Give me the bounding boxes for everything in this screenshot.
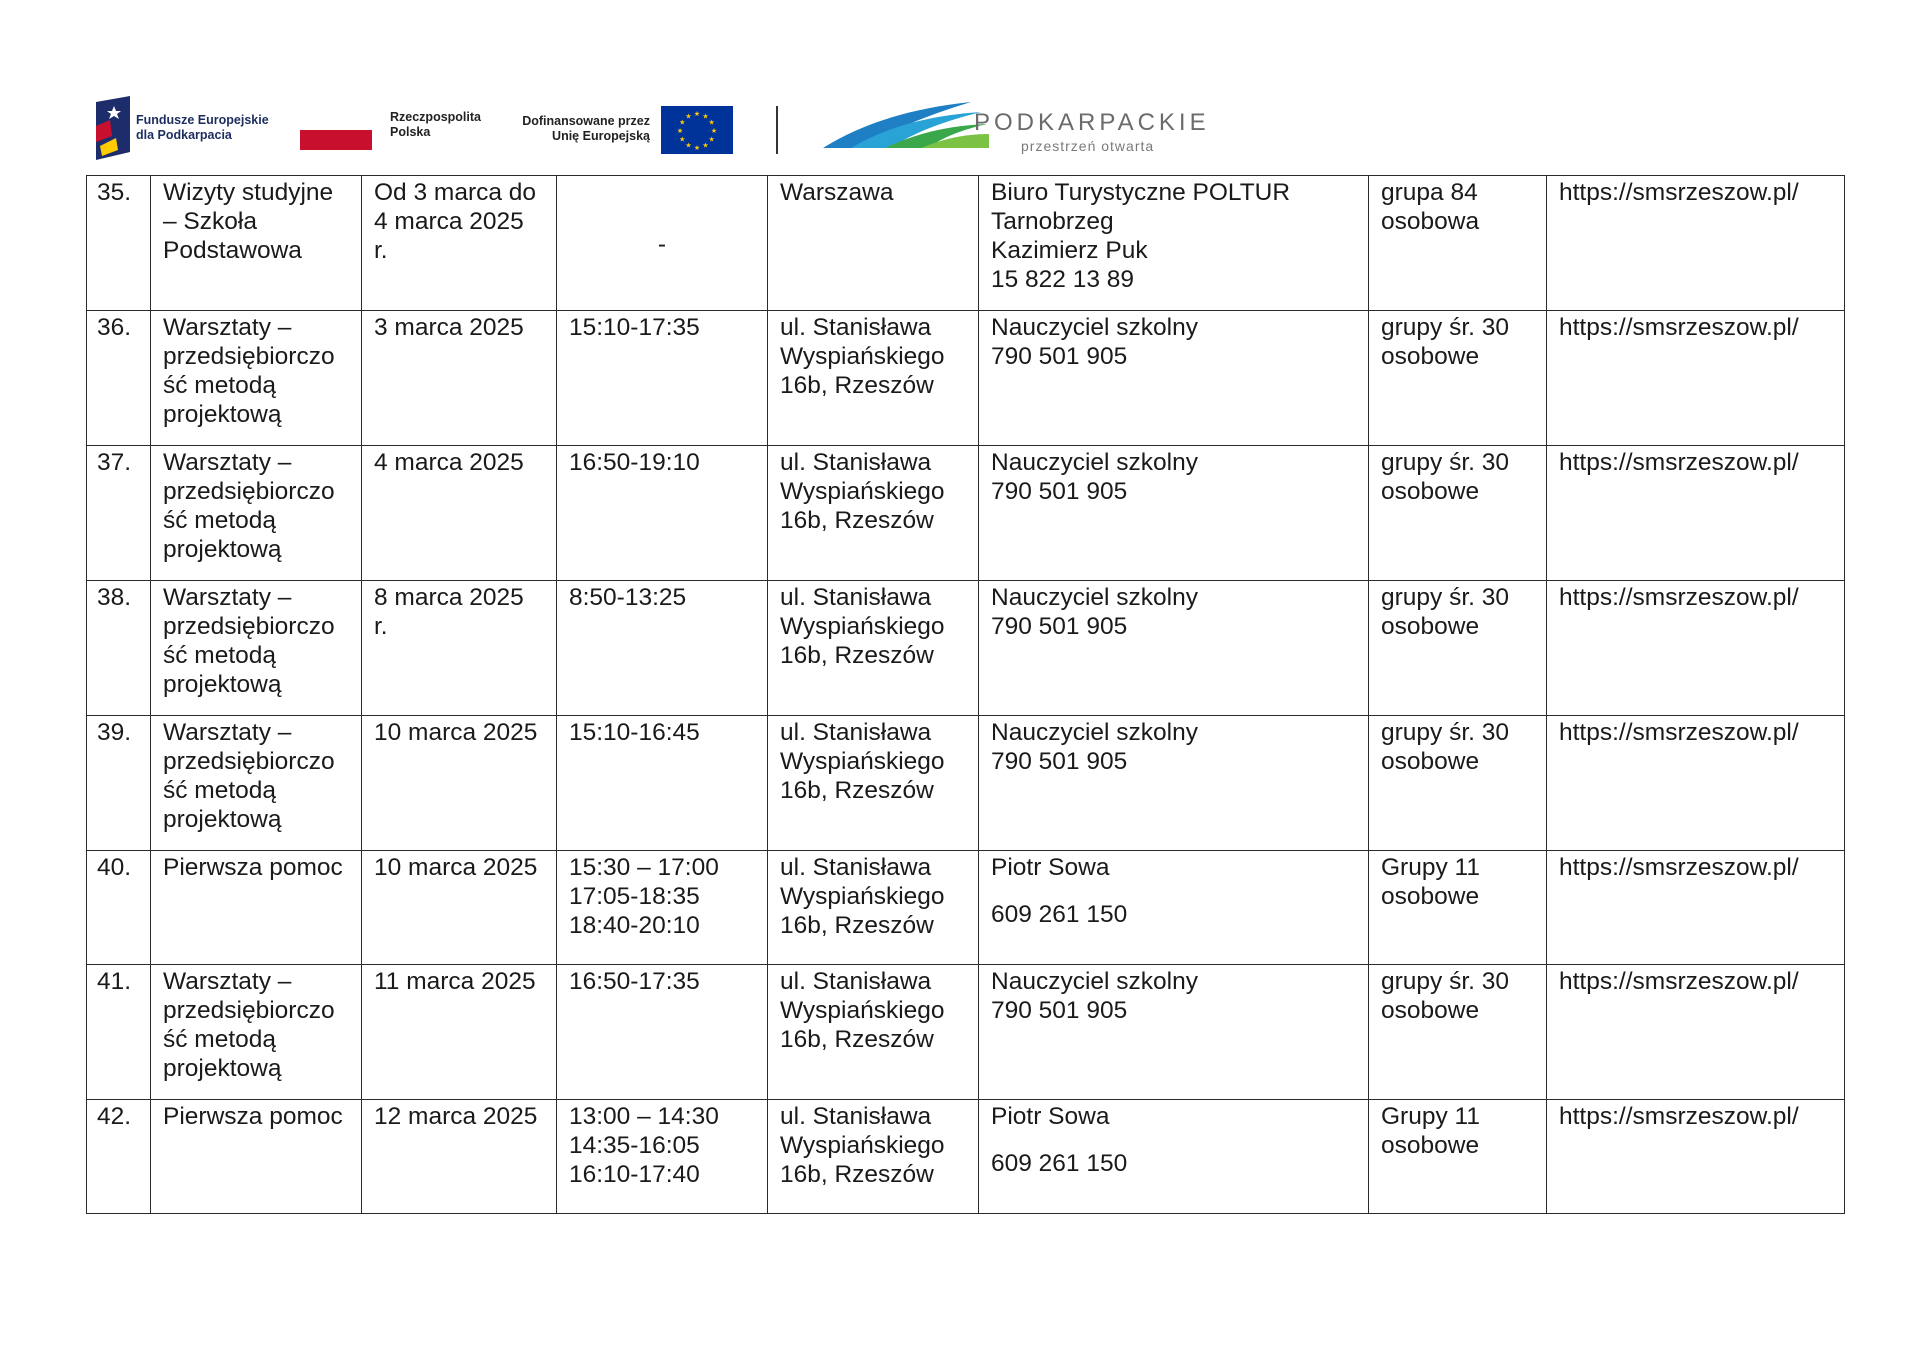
svg-text:★: ★ <box>685 112 692 121</box>
table-row <box>87 581 1845 716</box>
event-organizer: Nauczyciel szkolny 790 501 905 <box>979 311 1369 446</box>
event-date: 3 marca 2025 <box>362 311 557 446</box>
event-name: Warsztaty – przedsiębiorczo ść metodą projektową <box>151 446 362 581</box>
event-name: Pierwsza pomoc <box>151 1100 362 1214</box>
table-row <box>87 446 1845 581</box>
event-name: Wizyty studyjne – Szkoła Podstawowa <box>151 176 362 311</box>
event-date: Od 3 marca do 4 marca 2025 r. <box>362 176 557 311</box>
table-row <box>87 965 1845 1100</box>
event-link[interactable]: https://smsrzeszow.pl/ <box>1547 581 1845 716</box>
event-phone: 609 261 150 <box>991 901 1128 928</box>
event-time: 15:10-16:45 <box>557 716 768 851</box>
row-number: 37. <box>87 446 151 581</box>
svg-text:★: ★ <box>708 118 715 127</box>
event-organizer-cell <box>979 1100 1369 1214</box>
event-group: Grupy 11 osobowe <box>1369 851 1547 965</box>
event-link[interactable]: https://smsrzeszow.pl/ <box>1547 851 1845 965</box>
event-date: 10 marca 2025 <box>362 851 557 965</box>
event-group: grupy śr. 30 osobowe <box>1369 716 1547 851</box>
fe-flag-icon <box>96 96 130 160</box>
event-link[interactable]: https://smsrzeszow.pl/ <box>1547 176 1845 311</box>
svg-text:★: ★ <box>676 127 684 135</box>
svg-text:★: ★ <box>708 135 715 144</box>
event-name: Pierwsza pomoc <box>151 851 362 965</box>
event-date: 10 marca 2025 <box>362 716 557 851</box>
podkarpackie-name: PODKARPACKIE <box>974 109 1210 136</box>
event-group: grupy śr. 30 osobowe <box>1369 311 1547 446</box>
event-group: Grupy 11 osobowe <box>1369 1100 1547 1214</box>
svg-text:★: ★ <box>685 141 692 150</box>
event-place: Warszawa <box>768 176 979 311</box>
table-row <box>87 716 1845 851</box>
podkarpackie-tagline: przestrzeń otwarta <box>1021 138 1155 154</box>
event-name: Warsztaty – przedsiębiorczo ść metodą projektową <box>151 311 362 446</box>
event-link[interactable]: https://smsrzeszow.pl/ <box>1547 716 1845 851</box>
event-time: - <box>557 176 768 311</box>
row-number: 35. <box>87 176 151 311</box>
logo-bar <box>96 96 1226 162</box>
row-number: 41. <box>87 965 151 1100</box>
table-row <box>87 176 1845 311</box>
fundusze-europejskie-logo <box>96 96 276 160</box>
fe-logo-text: Fundusze Europejskie dla Podkarpacia <box>136 113 269 142</box>
event-name: Warsztaty – przedsiębiorczo ść metodą projektową <box>151 581 362 716</box>
event-date: 12 marca 2025 <box>362 1100 557 1214</box>
event-time: 16:50-19:10 <box>557 446 768 581</box>
event-organizer: Nauczyciel szkolny 790 501 905 <box>979 965 1369 1100</box>
svg-text:★: ★ <box>679 118 686 127</box>
unia-europejska-logo <box>520 106 742 158</box>
event-organizer: Nauczyciel szkolny 790 501 905 <box>979 581 1369 716</box>
row-number: 39. <box>87 716 151 851</box>
row-number: 42. <box>87 1100 151 1214</box>
event-group: grupy śr. 30 osobowe <box>1369 581 1547 716</box>
event-time: 15:10-17:35 <box>557 311 768 446</box>
event-link[interactable]: https://smsrzeszow.pl/ <box>1547 1100 1845 1214</box>
podkarpackie-waves-icon <box>821 100 991 154</box>
event-link[interactable]: https://smsrzeszow.pl/ <box>1547 965 1845 1100</box>
row-number: 38. <box>87 581 151 716</box>
eu-flag-icon <box>661 106 733 154</box>
event-time: 15:30 – 17:00 17:05-18:35 18:40-20:10 <box>557 851 768 965</box>
svg-text:★: ★ <box>693 110 701 118</box>
event-time: 8:50-13:25 <box>557 581 768 716</box>
podkarpackie-logo <box>821 96 1241 160</box>
event-organizer-cell <box>979 851 1369 965</box>
rzeczpospolita-polska-logo <box>300 110 500 160</box>
event-organizer: Biuro Turystyczne POLTUR Tarnobrzeg Kazimierz Puk 15 822 13 89 <box>979 176 1369 311</box>
event-time: 13:00 – 14:30 14:35-16:05 16:10-17:40 <box>557 1100 768 1214</box>
rp-logo-text: Rzeczpospolita Polska <box>390 110 481 139</box>
event-phone: 609 261 150 <box>991 1150 1128 1177</box>
event-date: 11 marca 2025 <box>362 965 557 1100</box>
svg-text:★: ★ <box>702 112 709 121</box>
event-organizer: Piotr Sowa <box>991 1103 1110 1130</box>
table-row <box>87 851 1845 965</box>
event-place: ul. Stanisława Wyspiańskiego 16b, Rzeszów <box>768 716 979 851</box>
event-organizer: Nauczyciel szkolny 790 501 905 <box>979 446 1369 581</box>
event-place: ul. Stanisława Wyspiańskiego 16b, Rzeszów <box>768 965 979 1100</box>
event-time: 16:50-17:35 <box>557 965 768 1100</box>
event-name: Warsztaty – przedsiębiorczo ść metodą projektową <box>151 716 362 851</box>
svg-text:★: ★ <box>702 141 709 150</box>
event-name: Warsztaty – przedsiębiorczo ść metodą projektową <box>151 965 362 1100</box>
row-number: 40. <box>87 851 151 965</box>
event-group: grupy śr. 30 osobowe <box>1369 965 1547 1100</box>
event-group: grupy śr. 30 osobowe <box>1369 446 1547 581</box>
svg-text:★: ★ <box>693 144 701 152</box>
row-number: 36. <box>87 311 151 446</box>
table-row <box>87 311 1845 446</box>
event-date: 4 marca 2025 <box>362 446 557 581</box>
event-place: ul. Stanisława Wyspiańskiego 16b, Rzeszów <box>768 581 979 716</box>
event-organizer: Piotr Sowa <box>991 854 1110 881</box>
table-row <box>87 1100 1845 1214</box>
svg-text:★: ★ <box>679 135 686 144</box>
event-place: ul. Stanisława Wyspiańskiego 16b, Rzeszów <box>768 851 979 965</box>
event-group: grupa 84 osobowa <box>1369 176 1547 311</box>
event-organizer: Nauczyciel szkolny 790 501 905 <box>979 716 1369 851</box>
event-date: 8 marca 2025 r. <box>362 581 557 716</box>
event-place: ul. Stanisława Wyspiańskiego 16b, Rzeszów <box>768 1100 979 1214</box>
svg-text:★: ★ <box>710 127 718 135</box>
logo-divider <box>776 106 778 154</box>
event-place: ul. Stanisława Wyspiańskiego 16b, Rzeszów <box>768 311 979 446</box>
polish-flag-icon <box>300 110 372 150</box>
schedule-table <box>86 175 1845 1214</box>
event-place: ul. Stanisława Wyspiańskiego 16b, Rzeszów <box>768 446 979 581</box>
ue-logo-text: Dofinansowane przez Unię Europejską <box>522 114 650 143</box>
event-link[interactable]: https://smsrzeszow.pl/ <box>1547 311 1845 446</box>
event-link[interactable]: https://smsrzeszow.pl/ <box>1547 446 1845 581</box>
